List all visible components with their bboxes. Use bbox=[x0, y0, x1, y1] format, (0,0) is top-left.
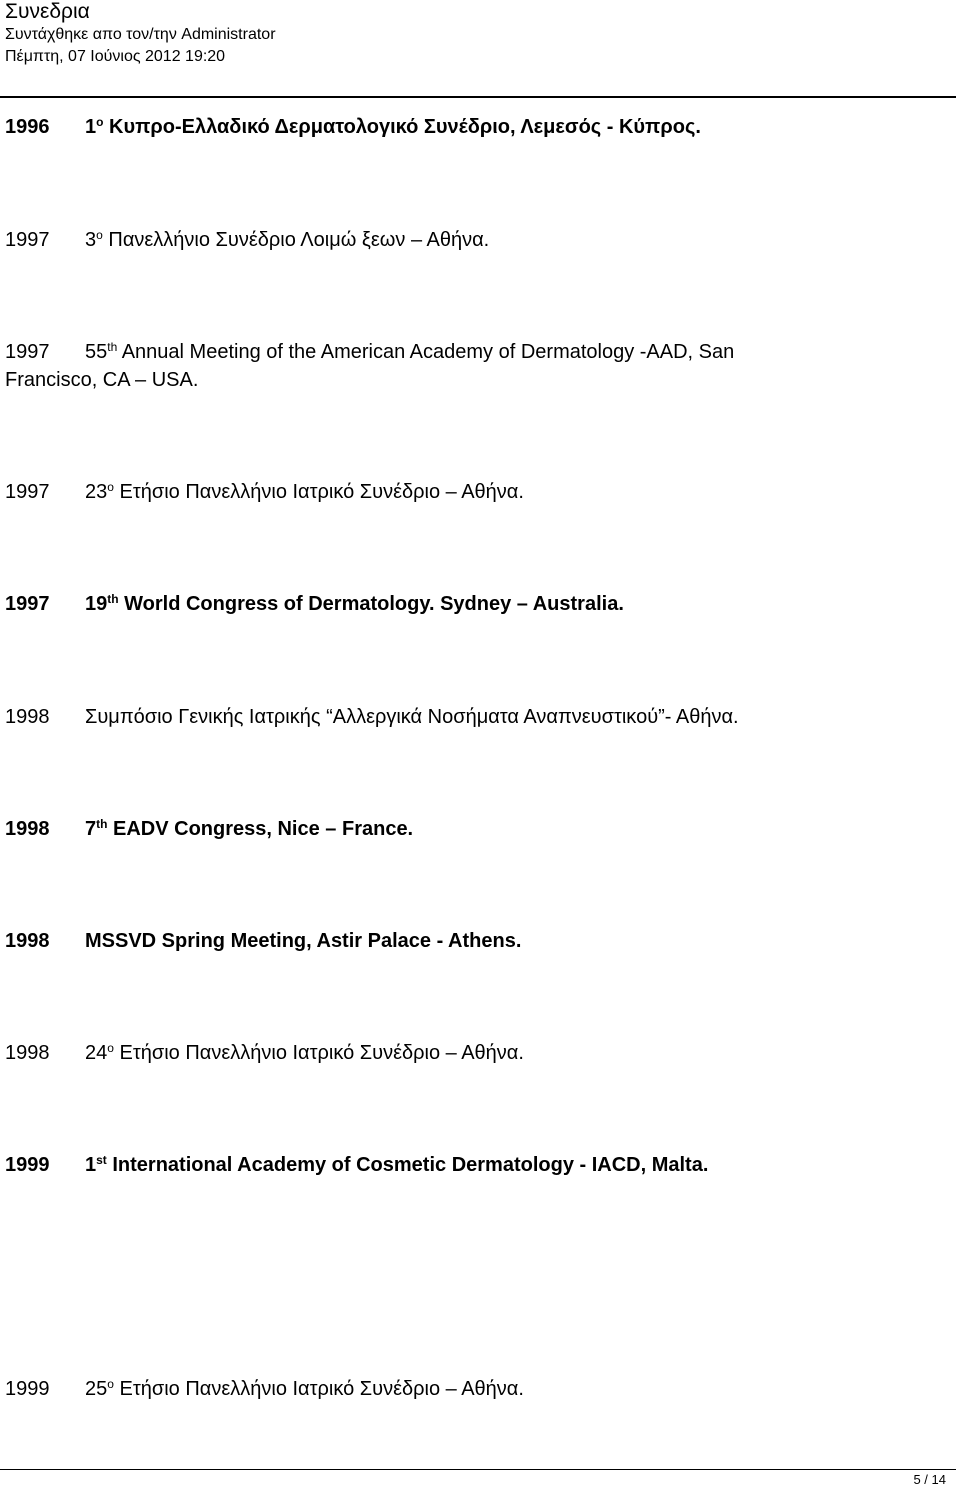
list-item bbox=[5, 113, 925, 141]
entry-ordinal: 55 bbox=[85, 341, 108, 363]
entry-ordinal: 19 bbox=[85, 593, 108, 615]
list-item bbox=[5, 338, 925, 394]
entry-year: 1998 bbox=[5, 706, 50, 728]
entry-year: 1999 bbox=[5, 1378, 50, 1400]
entry-ordinal-suffix: th bbox=[107, 340, 118, 354]
list-item bbox=[5, 226, 925, 254]
author-line: Συντάχθηκε απο τον/την Administrator bbox=[5, 26, 276, 43]
list-item bbox=[5, 703, 925, 731]
entry-ordinal: 3 bbox=[85, 229, 97, 251]
header-divider bbox=[0, 96, 956, 98]
entry-ordinal-suffix: st bbox=[96, 1153, 107, 1167]
entry-year: 1996 bbox=[5, 116, 50, 138]
entry-text: Κυπρο-Ελλαδικό Δερματολογικό Συνέδριο, Λεμεσός - Κύπρος. bbox=[103, 116, 701, 138]
entry-text: International Academy of Cosmetic Dermatology - IACD, Malta. bbox=[106, 1154, 709, 1176]
entry-text: Annual Meeting of the American Academy of Dermatology -AAD, San bbox=[117, 341, 735, 363]
entry-ordinal: 24 bbox=[85, 1042, 108, 1064]
entry-year: 1998 bbox=[5, 1042, 50, 1064]
list-item bbox=[5, 927, 925, 955]
list-item bbox=[5, 1039, 925, 1067]
entry-text: Ετήσιο Πανελλήνιο Ιατρικό Συνέδριο – Αθήνα. bbox=[113, 481, 524, 503]
page-title: Συνεδρια bbox=[5, 0, 90, 23]
entry-ordinal-suffix: th bbox=[107, 592, 119, 606]
page-number: 5 / 14 bbox=[913, 1472, 946, 1487]
entry-text: Συμπόσιο Γενικής Ιατρικής “Αλλεργικά Νοσήματα Αναπνευστικού”- Αθήνα. bbox=[85, 706, 739, 728]
document-header bbox=[5, 0, 955, 68]
entry-year: 1997 bbox=[5, 229, 50, 251]
entry-year: 1999 bbox=[5, 1154, 50, 1176]
entry-ordinal: 25 bbox=[85, 1378, 108, 1400]
entry-year: 1998 bbox=[5, 930, 50, 952]
entry-year: 1997 bbox=[5, 481, 50, 503]
entry-ordinal-suffix: ο bbox=[107, 1377, 114, 1391]
entry-ordinal: 7 bbox=[85, 818, 97, 840]
entry-ordinal-suffix: o bbox=[96, 228, 103, 242]
entry-text: EADV Congress, Nice – France. bbox=[107, 818, 414, 840]
list-item bbox=[5, 1151, 925, 1179]
entry-ordinal-suffix: o bbox=[107, 480, 114, 494]
list-item bbox=[5, 1375, 925, 1403]
footer-divider bbox=[0, 1469, 956, 1470]
entry-ordinal: 1 bbox=[85, 116, 97, 138]
entry-text: World Congress of Dermatology. Sydney – Australia. bbox=[118, 593, 624, 615]
entry-text-continuation: Francisco, CA – USA. bbox=[5, 369, 199, 391]
list-item bbox=[5, 590, 925, 618]
entry-text: MSSVD Spring Meeting, Astir Palace - Athens. bbox=[85, 930, 522, 952]
entry-ordinal: 1 bbox=[85, 1154, 97, 1176]
entry-ordinal-suffix: th bbox=[96, 817, 108, 831]
entry-ordinal-suffix: ο bbox=[107, 1041, 114, 1055]
date-line: Πέμπτη, 07 Ιούνιος 2012 19:20 bbox=[5, 48, 226, 65]
entry-ordinal: 23 bbox=[85, 481, 108, 503]
entry-ordinal-suffix: o bbox=[96, 115, 104, 129]
entry-year: 1997 bbox=[5, 593, 50, 615]
list-item bbox=[5, 478, 925, 506]
entry-year: 1997 bbox=[5, 341, 50, 363]
list-item bbox=[5, 815, 925, 843]
entry-year: 1998 bbox=[5, 818, 50, 840]
entry-text: Ετήσιο Πανελλήνιο Ιατρικό Συνέδριο – Αθήνα. bbox=[113, 1042, 524, 1064]
entry-text: Πανελλήνιο Συνέδριο Λοιμώ ξεων – Αθήνα. bbox=[102, 229, 490, 251]
entry-text: Ετήσιο Πανελλήνιο Ιατρικό Συνέδριο – Αθήνα. bbox=[113, 1378, 524, 1400]
